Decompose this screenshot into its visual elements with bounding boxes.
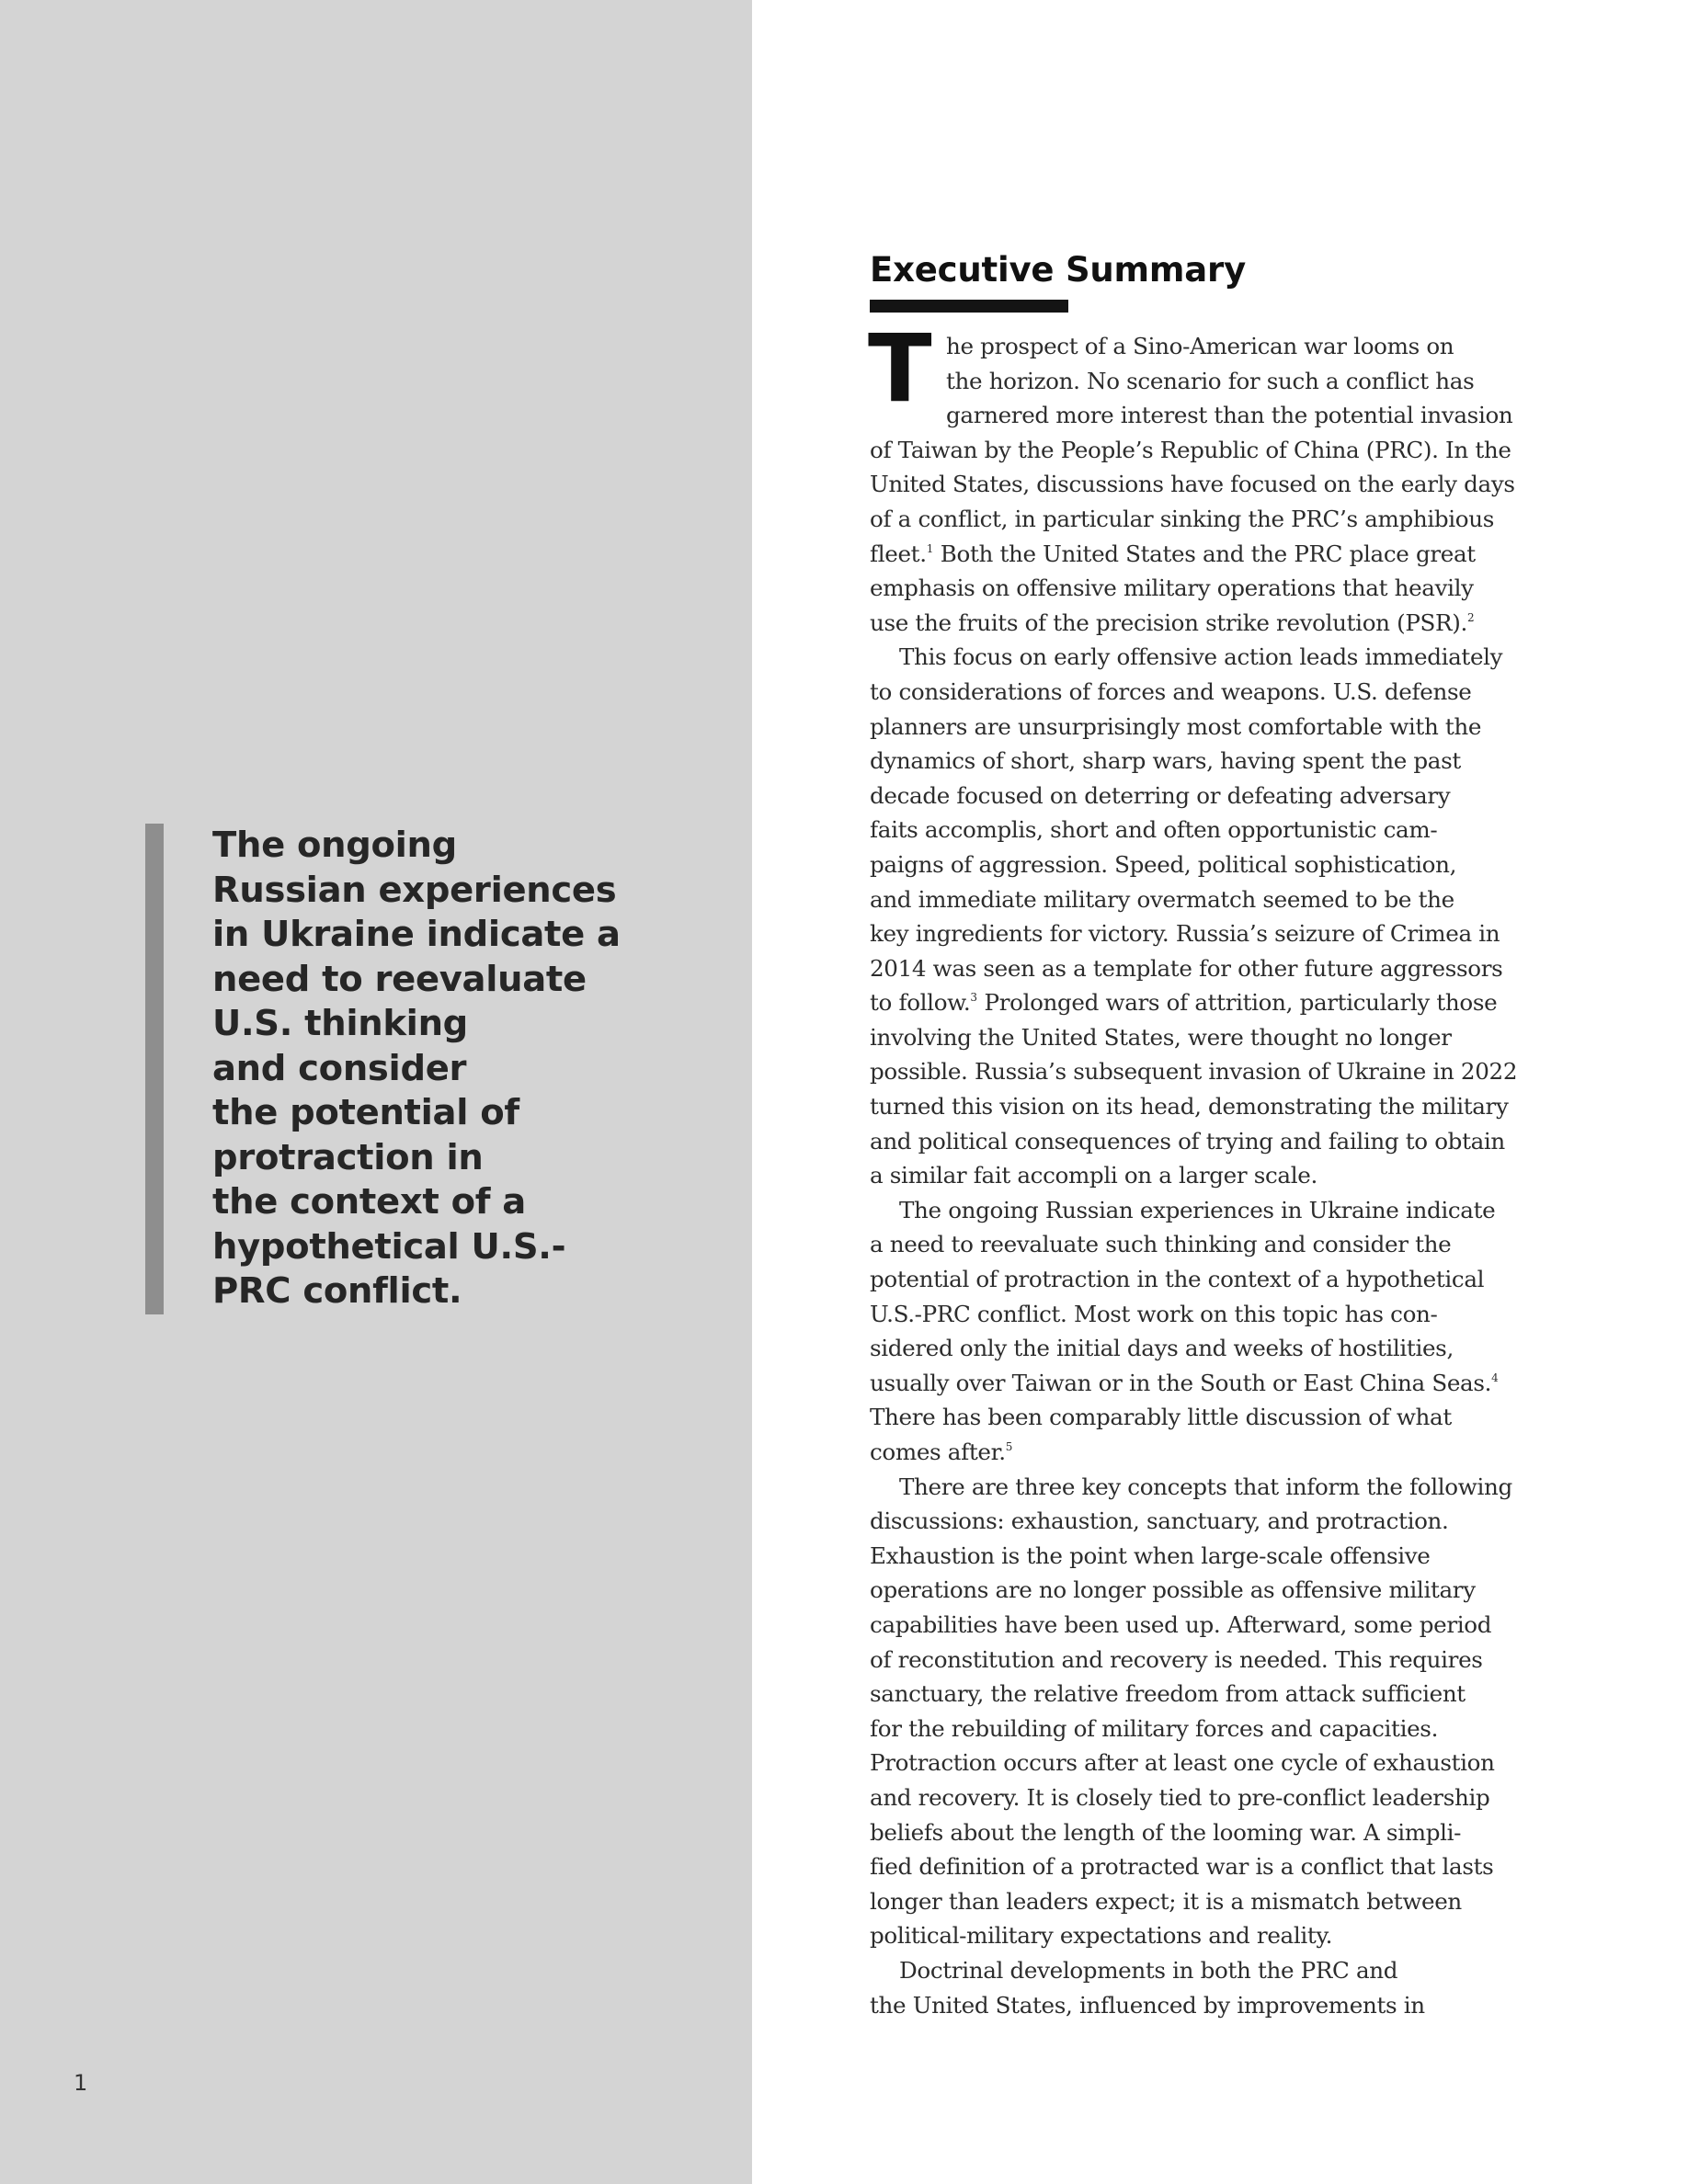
footnote-marker[interactable]: 1	[926, 541, 934, 555]
text-line: dynamics of short, sharp wars, having spent the past	[870, 747, 1461, 775]
footnote-marker[interactable]: 2	[1466, 610, 1475, 624]
text-line: possible. Russia’s subsequent invasion of Ukraine in 2022	[870, 1058, 1518, 1086]
text-line: involving the United States, were thought no longer	[870, 1023, 1452, 1051]
text-line: decade focused on deterring or defeating adversary	[870, 781, 1451, 809]
text-segment: Both the United States and the PRC place great	[933, 540, 1476, 567]
sidebar-panel	[0, 0, 752, 2184]
pull-quote-line: PRC conflict.	[212, 1270, 462, 1312]
text-line: sanctuary, the relative freedom from attack sufficient	[870, 1680, 1466, 1708]
text-line: This focus on early offensive action leads immediately	[899, 643, 1503, 671]
text-line: political-military expectations and reality.	[870, 1922, 1333, 1950]
text-line: potential of protraction in the context of a hypothetical	[870, 1266, 1485, 1293]
text-segment: Prolonged wars of attrition, particularly those	[977, 989, 1498, 1017]
pull-quote-line: in Ukraine indicate a	[212, 914, 621, 955]
text-line	[870, 985, 1550, 1020]
text-line: the horizon. No scenario for such a conflict has	[946, 367, 1475, 394]
text-line: of Taiwan by the People’s Republic of China (PRC). In the	[870, 436, 1511, 463]
text-segment: use the fruits of the precision strike revolution (PSR).	[870, 609, 1467, 636]
pull-quote-line: protraction in	[212, 1136, 484, 1178]
drop-cap-paragraph-start	[868, 314, 1550, 433]
pull-quote-line: Russian experiences	[212, 869, 617, 911]
text-line: Exhaustion is the point when large-scale offensive	[870, 1541, 1431, 1569]
page-number: 1	[74, 2070, 88, 2096]
pull-quote-line: The ongoing	[212, 825, 457, 866]
pull-quote-line: the context of a	[212, 1181, 526, 1223]
text-line: and immediate military overmatch seemed to be the	[870, 885, 1454, 913]
text-line: and recovery. It is closely tied to pre-conflict leadership	[870, 1783, 1490, 1811]
text-segment: to follow.	[870, 989, 971, 1017]
drop-cap: T	[868, 314, 932, 424]
text-line: the United States, influenced by improvements in	[870, 1991, 1425, 2019]
text-line	[870, 606, 1550, 641]
text-line: 2014 was seen as a template for other future aggressors	[870, 954, 1503, 982]
text-line	[870, 1366, 1550, 1401]
text-line: United States, discussions have focused on the early days	[870, 471, 1515, 498]
text-line: There has been comparably little discussion of what	[870, 1404, 1452, 1431]
text-line: key ingredients for victory. Russia’s seizure of Crimea in	[870, 920, 1500, 948]
pull-quote-line: need to reevaluate	[212, 958, 587, 1000]
text-line: Doctrinal developments in both the PRC and	[899, 1956, 1398, 1984]
text-line: longer than leaders expect; it is a mismatch between	[870, 1887, 1462, 1915]
text-line	[870, 1435, 1550, 1470]
text-line: planners are unsurprisingly most comfortable with the	[870, 712, 1482, 740]
heading-underline	[870, 300, 1068, 313]
text-segment: usually over Taiwan or in the South or East China Seas.	[870, 1369, 1492, 1396]
text-line: garnered more interest than the potential invasion	[946, 402, 1513, 429]
text-line: discussions: exhaustion, sanctuary, and protraction.	[870, 1507, 1449, 1535]
footnote-marker[interactable]: 4	[1491, 1371, 1499, 1384]
pull-quote	[145, 824, 672, 1314]
text-line: beliefs about the length of the looming war. A simpli-	[870, 1818, 1462, 1846]
text-line: and political consequences of trying and failing to obtain	[870, 1127, 1505, 1155]
footnote-marker[interactable]: 3	[970, 991, 978, 1005]
footnote-marker[interactable]: 5	[1005, 1440, 1013, 1453]
text-line: of a conflict, in particular sinking the PRC’s amphibious	[870, 505, 1494, 532]
text-line: he prospect of a Sino-American war looms on	[946, 333, 1454, 359]
body-text	[868, 314, 1550, 2022]
text-line: operations are no longer possible as offensive military	[870, 1576, 1476, 1604]
text-line: The ongoing Russian experiences in Ukraine indicate	[899, 1196, 1496, 1223]
text-line: of reconstitution and recovery is needed. This requires	[870, 1645, 1483, 1673]
text-line: turned this vision on its head, demonstrating the military	[870, 1093, 1509, 1120]
text-line: faits accomplis, short and often opportunistic cam-	[870, 816, 1438, 844]
text-line: a similar fait accompli on a larger scale.	[870, 1162, 1317, 1189]
text-line	[870, 537, 1550, 572]
text-line: There are three key concepts that inform the following	[899, 1473, 1512, 1500]
main-content	[870, 245, 1550, 2022]
section-heading: Executive Summary	[870, 250, 1247, 290]
text-line: sidered only the initial days and weeks of hostilities,	[870, 1335, 1454, 1362]
text-line: capabilities have been used up. Afterward, some period	[870, 1610, 1492, 1638]
text-line: U.S.-PRC conflict. Most work on this topic has con-	[870, 1300, 1438, 1327]
pull-quote-line: hypothetical U.S.-	[212, 1225, 566, 1268]
text-segment: comes after.	[870, 1439, 1006, 1465]
text-line: a need to reevaluate such thinking and consider the	[870, 1231, 1452, 1258]
text-segment: fleet.	[870, 540, 927, 567]
text-line: fied definition of a protracted war is a conflict that lasts	[870, 1853, 1494, 1881]
pull-quote-line: and consider	[212, 1047, 467, 1089]
text-line: paigns of aggression. Speed, political sophistication,	[870, 850, 1457, 878]
text-line: Protraction occurs after at least one cycle of exhaustion	[870, 1749, 1495, 1777]
text-line: to considerations of forces and weapons. U.S. defense	[870, 677, 1472, 705]
text-line: emphasis on offensive military operations that heavily	[870, 574, 1474, 602]
text-line: for the rebuilding of military forces and capacities.	[870, 1714, 1439, 1742]
pull-quote-line: U.S. thinking	[212, 1003, 468, 1044]
pull-quote-line: the potential of	[212, 1092, 519, 1133]
